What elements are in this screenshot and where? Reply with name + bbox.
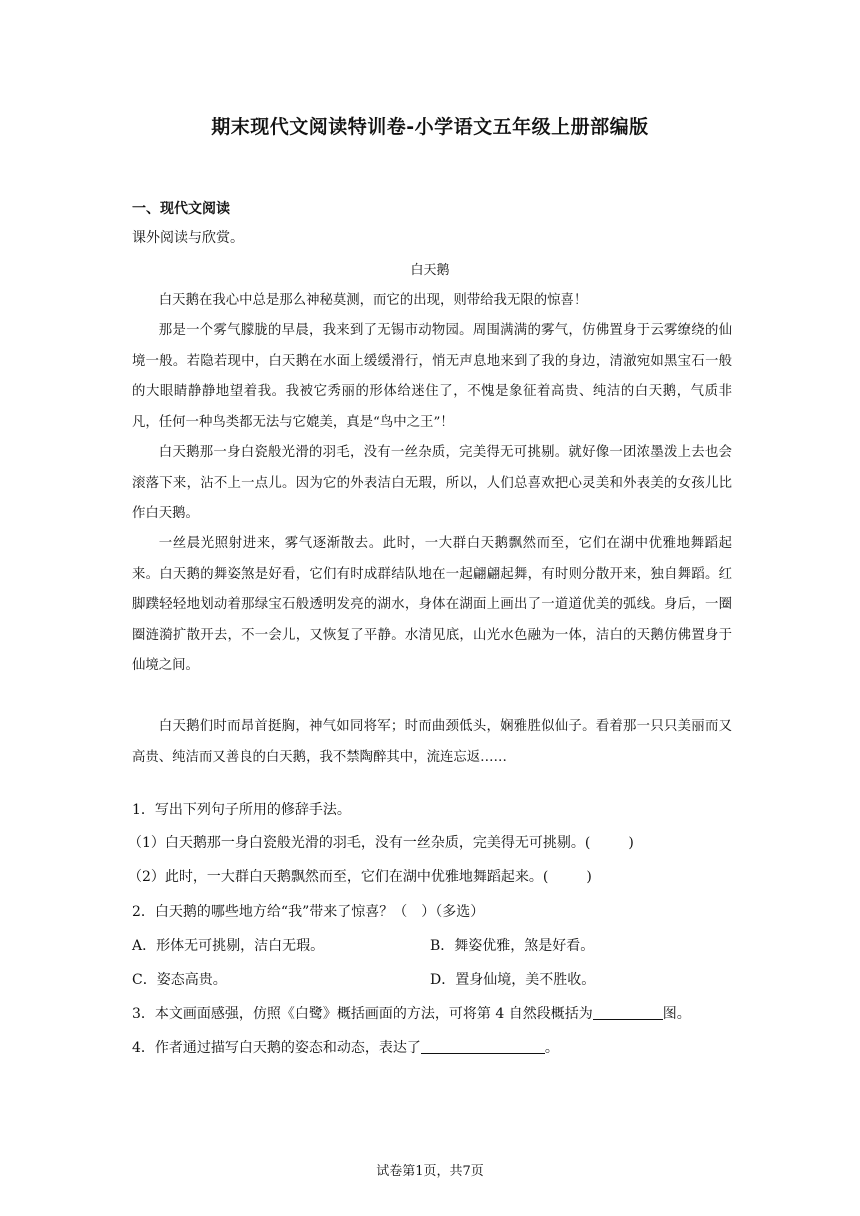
answer-blank[interactable] xyxy=(421,1039,545,1054)
page-footer: 试卷第1页，共7页 xyxy=(376,1164,484,1179)
question-3 xyxy=(132,1003,691,1023)
question-1-1-text: （1）白天鹅那一身白瓷般光滑的羽毛，没有一丝杂质，完美得无可挑剔。( xyxy=(128,835,591,851)
question-3-text: 3．本文画面感强，仿照《白鹭》概括画面的方法，可将第 4 自然段概括为 xyxy=(132,1006,593,1022)
option-a[interactable]: A．形体无可挑剔，洁白无瑕。 xyxy=(132,938,325,954)
passage-paragraph-4: 一丝晨光照射进来，雾气逐渐散去。此时，一大群白天鹅飘然而至，它们在湖中优雅地舞蹈起来。白天鹅的舞姿煞是好看，它们有时成群结队地在一起翩翩起舞，有时则分散开来，独自舞蹈。红脚蹼轻轻地划动着那绿宝石般透明发亮的湖水，身体在湖面上画出了一道道优美的弧线。身后，一圈圈涟漪扩散开去，不一会儿，又恢复了平静。水清见底，山光水色融为一体，洁白的天鹅仿佛置身于仙境之间。 xyxy=(132,536,732,673)
question-3-suffix: 图。 xyxy=(662,1006,691,1022)
passage-paragraph-1: 白天鹅在我心中总是那么神秘莫测，而它的出现，则带给我无限的惊喜！ xyxy=(158,293,588,308)
option-b[interactable]: B．舞姿优雅，煞是好看。 xyxy=(430,938,595,954)
question-1-2-text: （2）此时，一大群白天鹅飘然而至，它们在湖中优雅地舞蹈起来。( xyxy=(128,869,549,885)
passage-paragraph-2: 那是一个雾气朦胧的早晨，我来到了无锡市动物园。周围满满的雾气，仿佛置身于云雾缭绕的仙境一般。若隐若现中，白天鹅在水面上缓缓滑行，悄无声息地来到了我的身边，清澈宛如黑宝石一般的大眼睛静静地望着我。我被它秀丽的形体给迷住了，不愧是象征着高贵、纯洁的白天鹅，气质非凡，任何一种鸟类都无法与它媲美，真是“鸟中之王”！ xyxy=(132,323,732,430)
question-1-1 xyxy=(128,832,634,852)
passage-paragraph-5: 白天鹅们时而昂首挺胸，神气如同将军；时而曲颈低头，娴雅胜似仙子。看着那一只只美丽而又高贵、纯洁而又善良的白天鹅，我不禁陶醉其中，流连忘返…… xyxy=(132,719,732,765)
passage-paragraph-3: 白天鹅那一身白瓷般光滑的羽毛，没有一丝杂质，完美得无可挑剔。就好像一团浓墨泼上去也会滚落下来，沾不上一点儿。因为它的外表洁白无瑕，所以，人们总喜欢把心灵美和外表美的女孩儿比作白天鹅。 xyxy=(132,445,732,521)
question-1: 1．写出下列句子所用的修辞手法。 xyxy=(132,802,351,818)
option-d[interactable]: D．置身仙境，美不胜收。 xyxy=(430,972,596,988)
page-title: 期末现代文阅读特训卷-小学语文五年级上册部编版 xyxy=(211,116,649,138)
question-1-2-close: ) xyxy=(586,869,592,885)
option-c[interactable]: C．姿态高贵。 xyxy=(132,972,227,988)
answer-blank[interactable] xyxy=(593,1005,663,1020)
question-4 xyxy=(132,1037,559,1057)
question-2: 2．白天鹅的哪些地方给“我”带来了惊喜？（ ）（多选） xyxy=(132,904,485,920)
passage-title: 白天鹅 xyxy=(410,263,450,278)
question-4-suffix: 。 xyxy=(544,1040,559,1056)
question-1-1-close: ) xyxy=(628,835,634,851)
question-1-2 xyxy=(128,866,592,886)
question-4-text: 4．作者通过描写白天鹅的姿态和动态，表达了 xyxy=(132,1040,421,1056)
intro-text: 课外阅读与欣赏。 xyxy=(132,230,244,246)
section-heading: 一、现代文阅读 xyxy=(132,201,230,217)
